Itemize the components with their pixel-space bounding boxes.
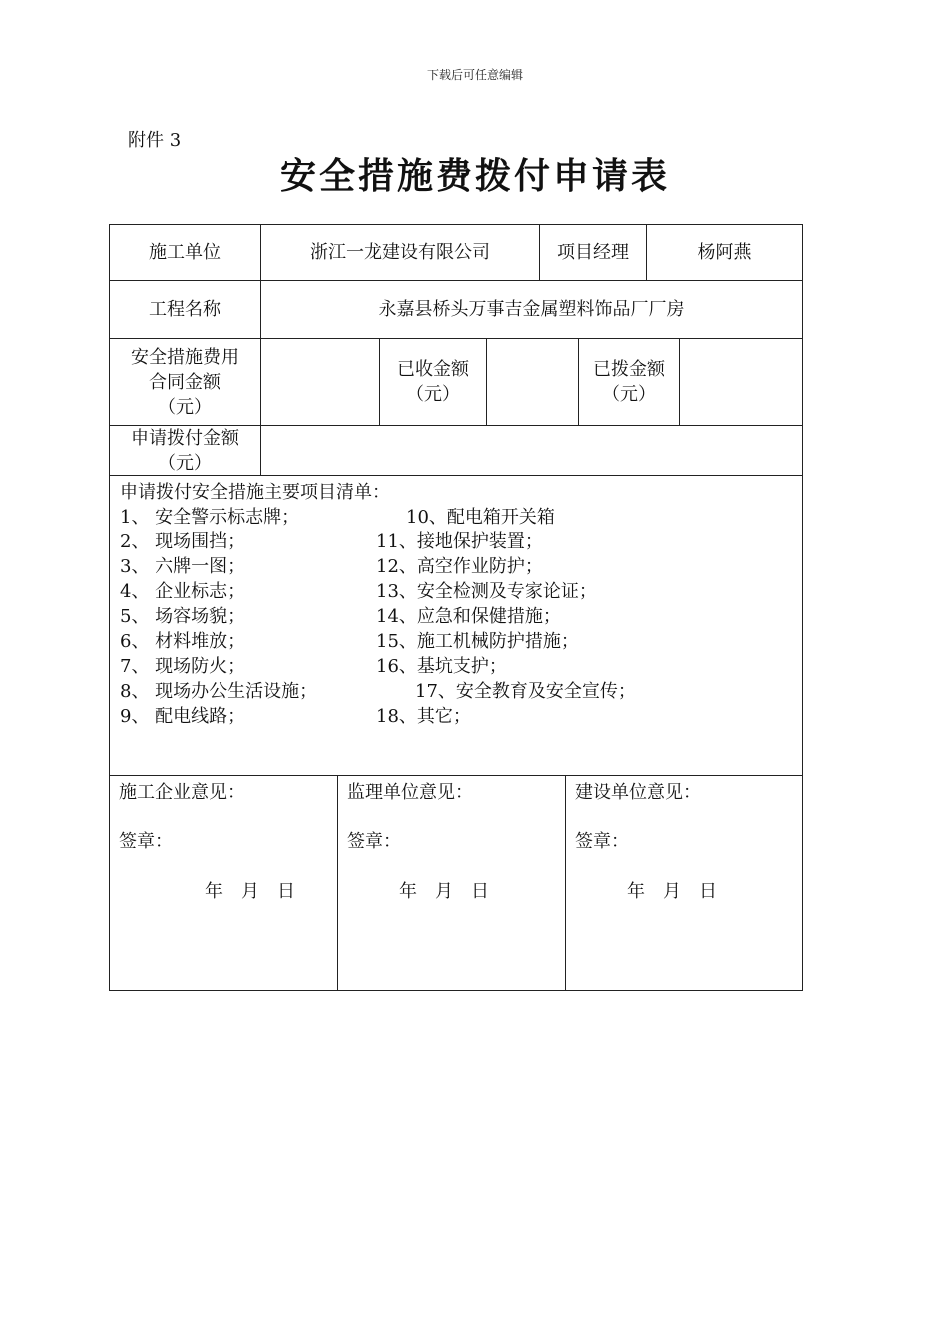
list-item: 4、 企业标志； — [120, 581, 246, 602]
apply-amount-label-line1: 申请拨付金额 — [131, 427, 239, 449]
received-amount-value[interactable] — [487, 339, 578, 425]
project-manager-label: 项目经理 — [557, 242, 629, 263]
list-item: 16、基坑支护； — [376, 656, 507, 677]
list-item: 15、施工机械防护措施； — [376, 631, 579, 652]
owner-opinion-title: 建设单位意见： — [575, 782, 701, 803]
item-list-title: 申请拨付安全措施主要项目清单： — [120, 482, 390, 503]
list-item: 8、 现场办公生活设施； — [120, 681, 318, 702]
contractor-seal-label: 签章： — [119, 831, 173, 852]
list-item: 1、 安全警示标志牌； — [120, 507, 300, 528]
construction-unit-value: 浙江一龙建设有限公司 — [310, 242, 490, 263]
list-item: 14、应急和保健措施； — [376, 606, 561, 627]
apply-amount-label — [110, 426, 260, 475]
paid-amount-label-line1: 已拨金额 — [593, 359, 665, 380]
list-item: 9、 配电线路； — [120, 706, 246, 727]
paid-amount-label — [579, 339, 679, 425]
project-name-value: 永嘉县桥头万事吉金属塑料饰品厂厂房 — [378, 299, 685, 320]
contractor-opinion-title: 施工企业意见： — [119, 782, 245, 803]
contract-amount-value[interactable] — [261, 339, 379, 425]
received-amount-label — [380, 339, 486, 425]
list-item: 7、 现场防火； — [120, 656, 246, 677]
list-item: 2、 现场围挡； — [120, 531, 246, 552]
paid-amount-label-unit: （元） — [602, 384, 656, 405]
received-amount-label-line1: 已收金额 — [397, 359, 469, 380]
table-border-right — [802, 224, 803, 991]
contract-amount-label-unit: （元） — [158, 396, 212, 418]
header-note: 下载后可任意编辑 — [426, 68, 523, 82]
list-item: 3、 六牌一图； — [120, 556, 246, 577]
contract-amount-label-line2: 合同金额 — [149, 371, 221, 393]
attachment-label: 附件 3 — [128, 130, 182, 151]
project-name-label: 工程名称 — [149, 299, 221, 320]
construction-unit-label: 施工单位 — [149, 242, 221, 263]
project-manager-value: 杨阿燕 — [697, 242, 752, 263]
table-border-bottom — [109, 990, 803, 991]
list-item: 13、安全检测及专家论证； — [376, 581, 597, 602]
list-item: 10、配电箱开关箱 — [406, 507, 555, 528]
contract-amount-label — [110, 339, 260, 425]
table-rule — [109, 475, 803, 476]
owner-seal-label: 签章： — [575, 831, 629, 852]
document-title: 安全措施费拨付申请表 — [279, 155, 670, 197]
list-item: 12、高空作业防护； — [376, 556, 543, 577]
list-item: 11、接地保护装置； — [376, 531, 543, 552]
table-rule — [565, 775, 566, 991]
list-item: 5、 场容场貌； — [120, 606, 246, 627]
received-amount-label-unit: （元） — [406, 384, 460, 405]
application-form-table — [109, 224, 803, 991]
paid-amount-value[interactable] — [680, 339, 802, 425]
list-item: 6、 材料堆放； — [120, 631, 246, 652]
table-rule — [109, 775, 803, 776]
owner-date: 年 月 日 — [627, 881, 717, 902]
apply-amount-label-unit: （元） — [158, 452, 212, 474]
contract-amount-label-line1: 安全措施费用 — [131, 346, 239, 368]
list-item: 17、安全教育及安全宣传； — [415, 681, 636, 702]
list-item: 18、其它； — [376, 706, 471, 727]
supervisor-opinion-title: 监理单位意见： — [347, 782, 473, 803]
supervisor-seal-label: 签章： — [347, 831, 401, 852]
supervisor-date: 年 月 日 — [399, 881, 489, 902]
contractor-date: 年 月 日 — [205, 881, 295, 902]
apply-amount-value[interactable] — [261, 426, 802, 475]
table-rule — [337, 775, 338, 991]
